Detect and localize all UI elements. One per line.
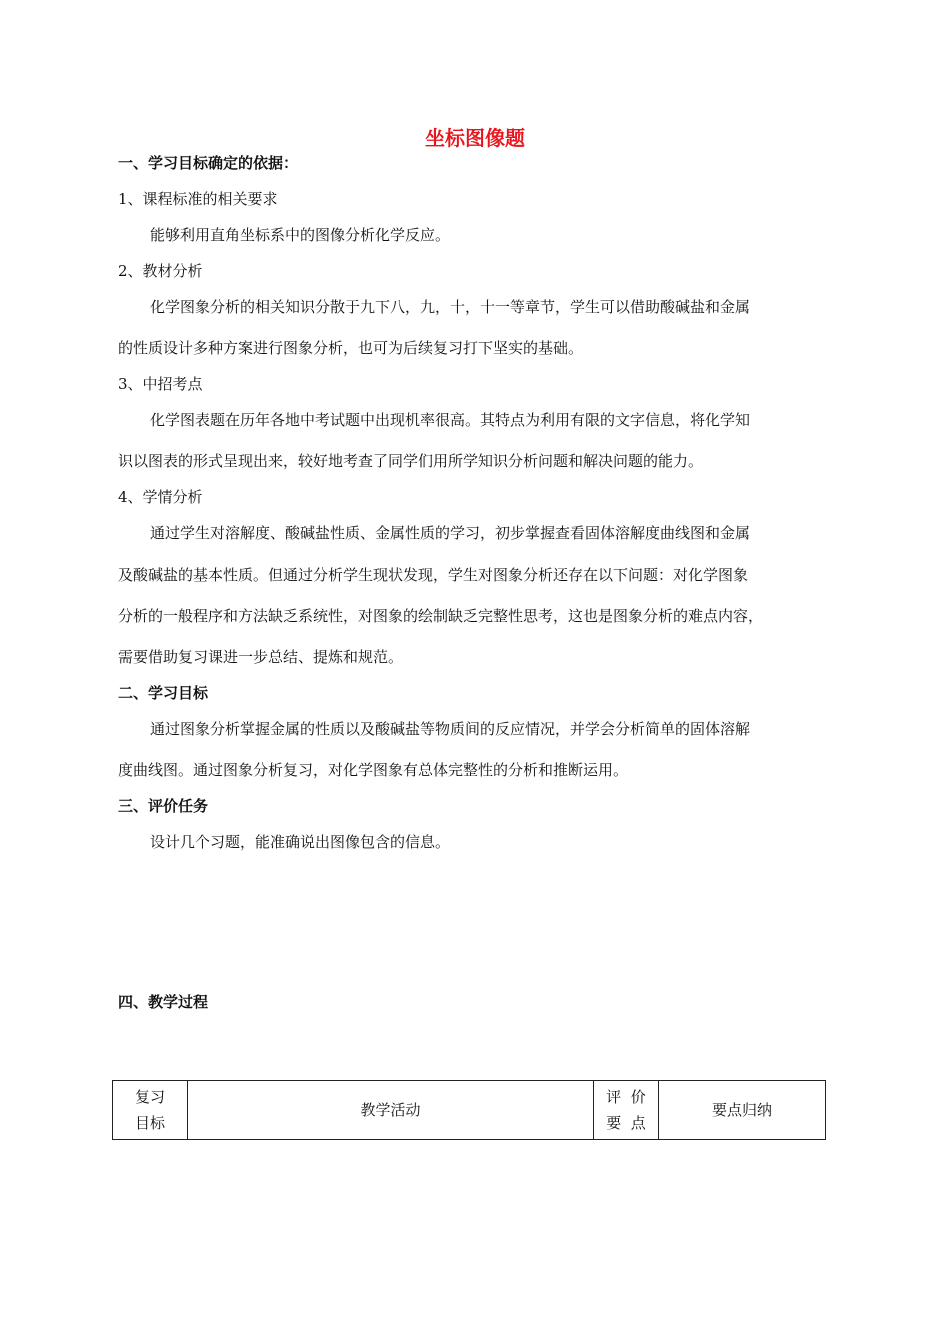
header-review-goal-line1: 复习 xyxy=(134,1088,165,1106)
paragraph-line: 能够利用直角坐标系中的图像分析化学反应。 xyxy=(150,226,451,244)
header-evaluation-line2: 要 点 xyxy=(606,1114,646,1132)
subsection-3-heading: 3、中招考点 xyxy=(118,375,203,393)
header-teaching-activity: 教学活动 xyxy=(188,1081,594,1140)
section-2-heading: 二、学习目标 xyxy=(118,684,209,702)
paragraph-line: 度曲线图。通过图象分析复习，对化学图象有总体完整性的分析和推断运用。 xyxy=(118,761,629,779)
teaching-process-table xyxy=(112,1080,826,1140)
section-1-heading: 一、学习目标确定的依据： xyxy=(118,154,299,172)
paragraph-line: 识以图表的形式呈现出来，较好地考查了同学们用所学知识分析问题和解决问题的能力。 xyxy=(118,452,704,470)
paragraph-line: 设计几个习题，能准确说出图像包含的信息。 xyxy=(150,833,451,851)
section-4-heading: 四、教学过程 xyxy=(118,993,209,1011)
header-review-goal-line2: 目标 xyxy=(134,1114,165,1132)
table-header-row xyxy=(113,1081,826,1140)
section-3-heading: 三、评价任务 xyxy=(118,797,209,815)
header-key-summary: 要点归纳 xyxy=(659,1081,826,1140)
paragraph-line: 的性质设计多种方案进行图象分析，也可为后续复习打下坚实的基础。 xyxy=(118,339,584,357)
paragraph-line: 需要借助复习课进一步总结、提炼和规范。 xyxy=(118,648,404,666)
header-evaluation-line1: 评 价 xyxy=(606,1088,646,1106)
paragraph-line: 通过学生对溶解度、酸碱盐性质、金属性质的学习，初步掌握查看固体溶解度曲线图和金属 xyxy=(150,524,751,542)
subsection-2-heading: 2、教材分析 xyxy=(118,262,203,280)
page-title: 坐标图像题 xyxy=(425,126,525,150)
paragraph-line: 分析的一般程序和方法缺乏系统性，对图象的绘制缺乏完整性思考，这也是图象分析的难点内容， xyxy=(118,607,764,625)
paragraph-line: 通过图象分析掌握金属的性质以及酸碱盐等物质间的反应情况，并学会分析简单的固体溶解 xyxy=(150,720,751,738)
subsection-4-heading: 4、学情分析 xyxy=(118,488,203,506)
header-evaluation-points xyxy=(594,1081,659,1140)
paragraph-line: 化学图表题在历年各地中考试题中出现机率很高。其特点为利用有限的文字信息，将化学知 xyxy=(150,411,751,429)
subsection-1-heading: 1、课程标准的相关要求 xyxy=(118,190,278,208)
paragraph-line: 化学图象分析的相关知识分散于九下八，九，十，十一等章节，学生可以借助酸碱盐和金属 xyxy=(150,298,751,316)
header-review-goal xyxy=(113,1081,188,1140)
paragraph-line: 及酸碱盐的基本性质。但通过分析学生现状发现，学生对图象分析还存在以下问题：对化学图象 xyxy=(118,566,749,584)
